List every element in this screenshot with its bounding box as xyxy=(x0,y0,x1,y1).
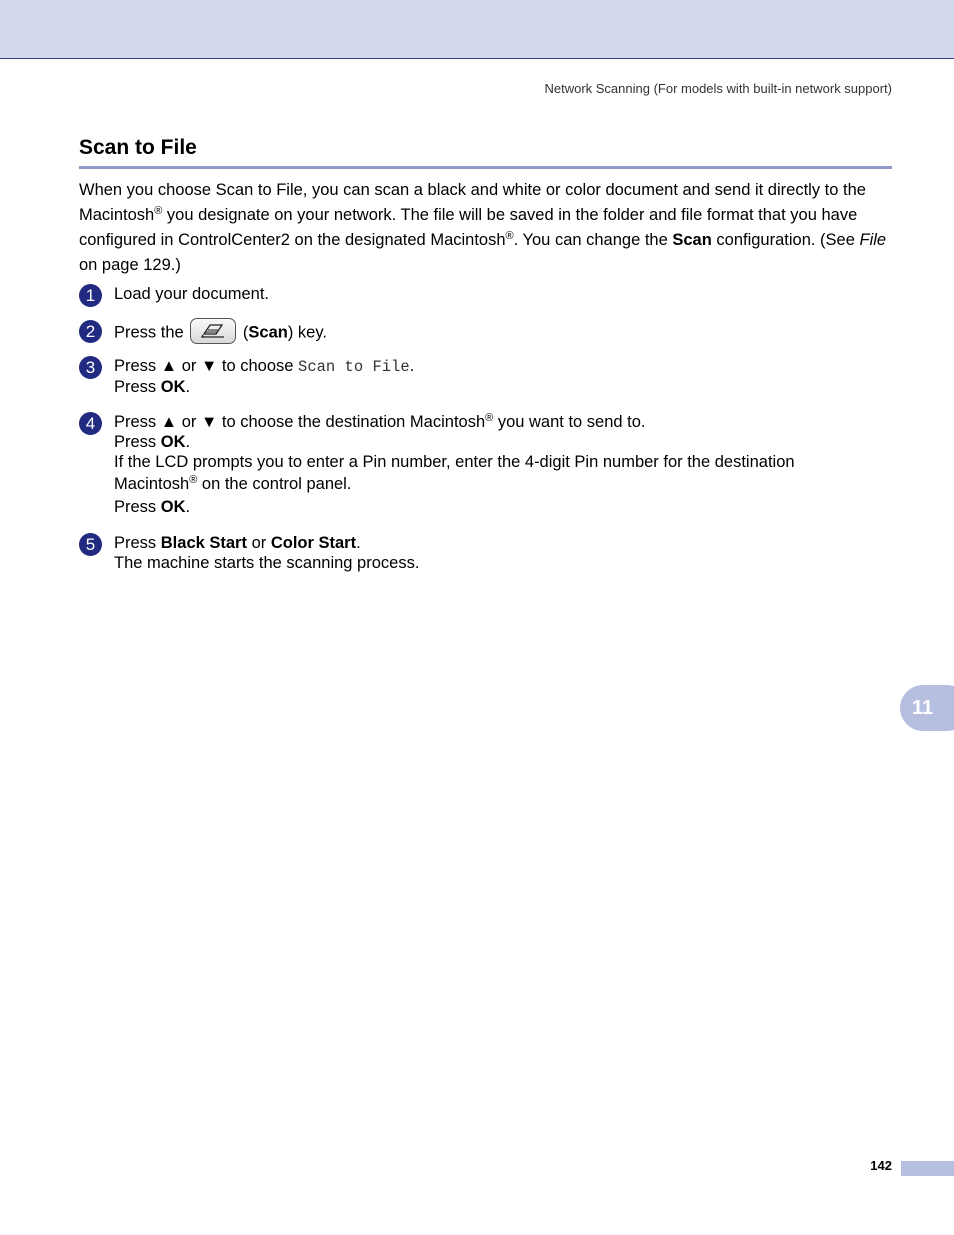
step-5-line-1: Press Black Start or Color Start. xyxy=(114,534,361,552)
up-arrow-icon: ▲ xyxy=(160,357,178,375)
up-arrow-icon: ▲ xyxy=(160,413,178,431)
file-link[interactable]: File xyxy=(859,231,887,249)
down-arrow-icon: ▼ xyxy=(200,357,218,375)
title-rule xyxy=(79,166,892,169)
header-band xyxy=(0,0,954,59)
step-number-3: 3 xyxy=(79,356,102,379)
step-3-line-2: Press OK. xyxy=(114,378,191,396)
intro-paragraph: When you choose Scan to File, you can scan a black and white or color document and send it directly to the Macintosh® you designate on your network. The file will be saved in the folder and file format that you have configured in ControlCenter2 on the designated Macintosh®. You can change the Scan configuration. (See File on page 129.) xyxy=(79,181,887,274)
step-4-line-4: Macintosh® on the control panel. xyxy=(114,474,352,493)
chapter-tab[interactable]: 11 xyxy=(900,685,954,731)
scan-term: Scan xyxy=(672,231,712,249)
step-number-5: 5 xyxy=(79,533,102,556)
page-number-bar xyxy=(901,1161,954,1176)
page-number: 142 xyxy=(870,1158,892,1173)
step-5-line-2: The machine starts the scanning process. xyxy=(114,554,420,572)
step-number-2: 2 xyxy=(79,320,102,343)
section-title: Scan to File xyxy=(79,136,197,159)
down-arrow-icon: ▼ xyxy=(200,413,218,431)
step-4-line-5: Press OK. xyxy=(114,498,191,516)
scan-key-icon xyxy=(190,318,236,344)
step-4-line-1: Press ▲ or ▼ to choose the destination Macintosh® you want to send to. xyxy=(114,412,646,431)
step-1-text: Load your document. xyxy=(114,285,270,303)
step-number-1: 1 xyxy=(79,284,102,307)
step-4-line-2: Press OK. xyxy=(114,433,191,451)
step-number-4: 4 xyxy=(79,412,102,435)
running-header: Network Scanning (For models with built-in network support) xyxy=(544,81,892,96)
step-2-text: Press the (Scan) key. xyxy=(114,320,892,346)
lcd-text: Scan to File xyxy=(298,358,410,376)
step-3-line-1: Press ▲ or ▼ to choose Scan to File. xyxy=(114,357,415,376)
step-4-line-3: If the LCD prompts you to enter a Pin number, enter the 4-digit Pin number for the destination xyxy=(114,453,795,471)
